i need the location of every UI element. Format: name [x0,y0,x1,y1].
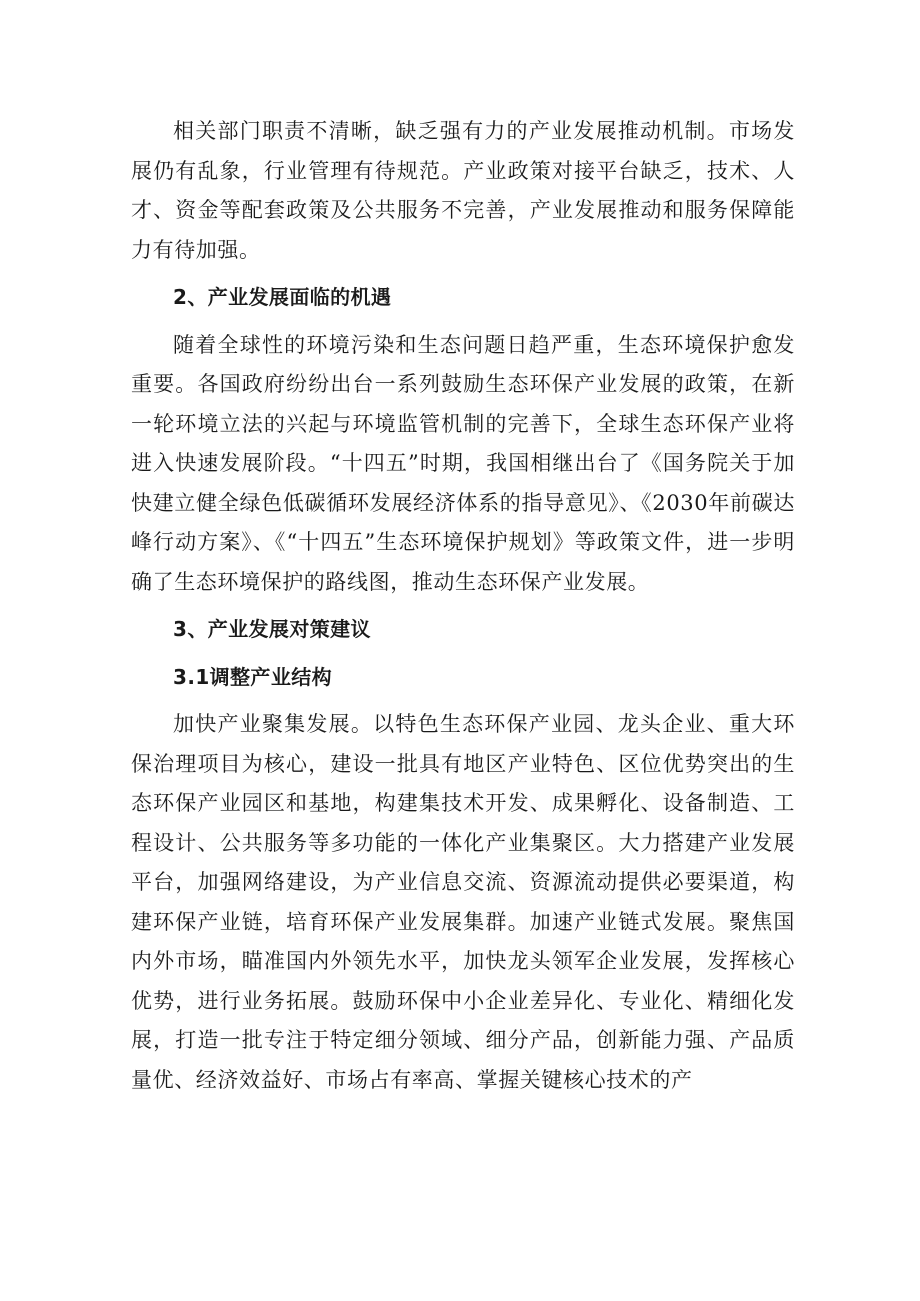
section-heading-countermeasures: 3、产业发展对策建议 [173,617,371,641]
section-heading-opportunities: 2、产业发展面临的机遇 [173,285,392,309]
paragraph-responsibilities: 相关部门职责不清晰，缺乏强有力的产业发展推动机制。市场发展仍有乱象，行业管理有待规范。产业政策对接平台缺乏，技术、人才、资金等配套政策及公共服务不完善，产业发展推动和服务保障能力有待加强。 [131,119,795,262]
paragraph-opportunities: 随着全球性的环境污染和生态问题日趋严重，生态环境保护愈发重要。各国政府纷纷出台一系列鼓励生态环保产业发展的政策，在新一轮环境立法的兴起与环境监管机制的完善下，全球生态环保产业将进入快速发展阶段。“十四五”时期，我国相继出台了《国务院关于加快建立健全绿色低碳循环发展经济体系的指导意见》、《2030年前碳达峰行动方案》、《“十四五”生态环境保护规划》等政策文件，进一步明确了生态环境保护的路线图，推动生态环保产业发展。 [131,332,795,594]
document-body [131,112,795,1108]
paragraph-industry-clustering: 加快产业聚集发展。以特色生态环保产业园、龙头企业、重大环保治理项目为核心，建设一批具有地区产业特色、区位优势突出的生态环保产业园区和基地，构建集技术开发、成果孵化、设备制造、工程设计、公共服务等多功能的一体化产业集聚区。大力搭建产业发展平台，加强网络建设，为产业信息交流、资源流动提供必要渠道，构建环保产业链，培育环保产业发展集群。加速产业链式发展。聚焦国内外市场，瞄准国内外领先水平，加快龙头领军企业发展，发挥核心优势，进行业务拓展。鼓励环保中小企业差异化、专业化、精细化发展，打造一批专注于特定细分领域、细分产品，创新能力强、产品质量优、经济效益好、市场占有率高、掌握关键核心技术的产 [131,712,795,1092]
subsection-heading-adjust-structure: 3.1调整产业结构 [173,664,333,689]
